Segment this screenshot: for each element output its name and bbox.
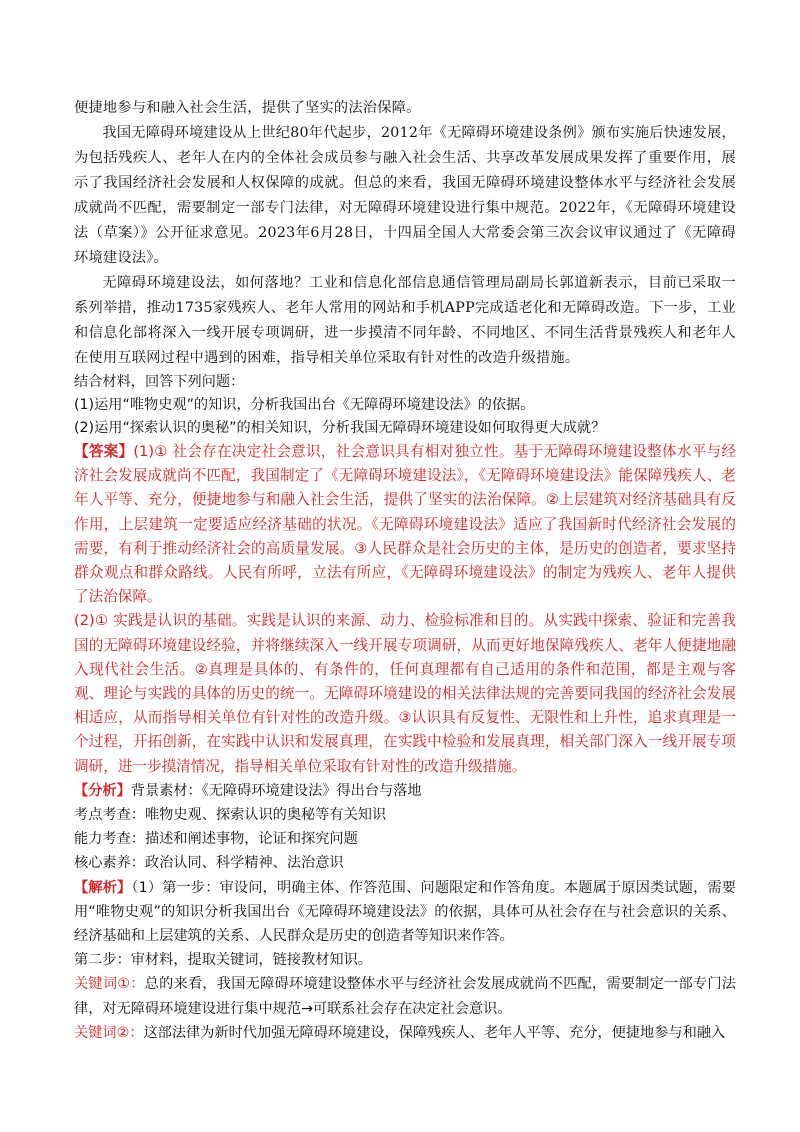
question-2: (2)运用“探索认识的奥秘”的相关知识，分析我国无障碍环境建设如何取得更大成就？ [74, 420, 606, 436]
material-section [74, 96, 736, 371]
explanation-step-2: 第二步：审材料，提取关键词，链接教材知识。 [74, 952, 372, 969]
explanation-tag: 【解析】 [74, 879, 132, 896]
answer-part-1: (1)① 社会存在决定社会意识，社会意识具有相对独立性。基于无障碍环境建设整体水平与经济社会发展成就尚不匹配，我国制定了《无障碍环境建设法》，《无障碍环境建设法》能保障残疾人、老年人平等、充分，便捷地参与和融入社会生活，提供了坚实的法治保障。②上层建筑对经济基础具有反作用，上层建筑一定要适应经济基础的状况。《无障碍环境建设法》适应了我国新时代经济社会发展的需要，有利于推动经济社会的高质量发展。③人民群众是社会历史的主体，是历史的创造者，要求坚持群众观点和群众路线。人民有所呼，立法有所应，《无障碍环境建设法》的制定为残疾人、老年人提供了法治保障。 [74, 443, 736, 606]
question-1: (1)运用“唯物史观”的知识，分析我国出台《无障碍环境建设法》的依据。 [74, 397, 535, 413]
material-paragraph-1: 便捷地参与和融入社会生活，提供了坚实的法治保障。 [74, 100, 421, 116]
answer-tag: 【答案】 [74, 443, 134, 460]
analysis-kaodian: 考点考查：唯物史观、探索认识的奥秘等有关知识 [74, 807, 387, 824]
question-intro: 结合材料，回答下列问题： [74, 374, 245, 390]
analysis-nengli: 能力考查：描述和阐述事物，论证和探究问题 [74, 831, 358, 848]
analysis-section [74, 779, 736, 876]
explanation-section [74, 876, 736, 1045]
keyword-1-label: 关键词①： [74, 976, 145, 993]
answer-part-2: (2)① 实践是认识的基础。实践是认识的来源、动力、检验标准和目的。从实践中探索、验证和完善我国的无障碍环境建设经验，并将继续深入一线开展专项调研，从而更好地保障残疾人、老年人便捷地融入现代社会生活。②真理是具体的、有条件的，任何真理都有自己适用的条件和范围，都是主观与客观、理论与实践的具体的历史的统一。无障碍环境建设的相关法律法规的完善要同我国的经济社会发展相适应，从而指导相关单位有针对性的改造升级。③认识具有反复性、无限性和上升性，追求真理是一个过程，开拓创新，在实践中认识和发展真理，在实践中检验和发展真理，相关部门深入一线开展专项调研，进一步摸清情况，指导相关单位采取有针对性的改造升级措施。 [74, 612, 736, 775]
analysis-suyang: 核心素养：政治认同、科学精神、法治意识 [74, 855, 344, 872]
keyword-2-label: 关键词②： [74, 1024, 144, 1041]
analysis-background: 背景素材：《无障碍环境建设法》得出台与落地 [130, 782, 422, 799]
question-section [74, 371, 736, 440]
document-page [74, 96, 736, 1045]
explanation-step-1: （1）第一步：审设问，明确主体、作答范围、问题限定和作答角度。本题属于原因类试题，需要用“唯物史观”的知识分析我国出台《无障碍环境建设法》的依据，具体可从社会存在与社会意识的关系、经济基础和上层建筑的关系、人民群众是历史的创造者等知识来作答。 [74, 879, 736, 945]
material-paragraph-3: 无障碍环境建设法，如何落地？工业和信息化部信息通信管理局副局长郭道新表示，目前已采取一系列举措，推动1735家残疾人、老年人常用的网站和手机APP完成适老化和无障碍改造。下一步，工业和信息化部将深入一线开展专项调研，进一步摸清不同年龄、不同地区、不同生活背景残疾人和老年人在使用互联网过程中遇到的困难，指导相关单位采取有针对性的改造升级措施。 [74, 275, 736, 366]
material-paragraph-2: 我国无障碍环境建设从上世纪80年代起步，2012年《无障碍环境建设条例》颁布实施后快速发展，为包括残疾人、老年人在内的全体社会成员参与融入社会生活、共享改革发展成果发挥了重要作用，展示了我国经济社会发展和人权保障的成就。但总的来看，我国无障碍环境建设整体水平与经济社会发展成就尚不匹配，需要制定一部专门法律，对无障碍环境建设进行集中规范。2022年，《无障碍环境建设法（草案）》公开征求意见。2023年6月28日，十四届全国人大常委会第三次会议审议通过了《无障碍环境建设法》。 [74, 125, 736, 266]
analysis-tag: 【分析】 [74, 782, 131, 799]
answer-section [74, 440, 736, 779]
keyword-2-text: 这部法律为新时代加强无障碍环境建设，保障残疾人、老年人平等、充分，便捷地参与和融入 [143, 1024, 726, 1041]
keyword-1-text: 总的来看，我国无障碍环境建设整体水平与经济社会发展成就尚不匹配，需要制定一部专门法律，对无障碍环境建设进行集中规范→可联系社会存在决定社会意识。 [74, 976, 736, 1017]
